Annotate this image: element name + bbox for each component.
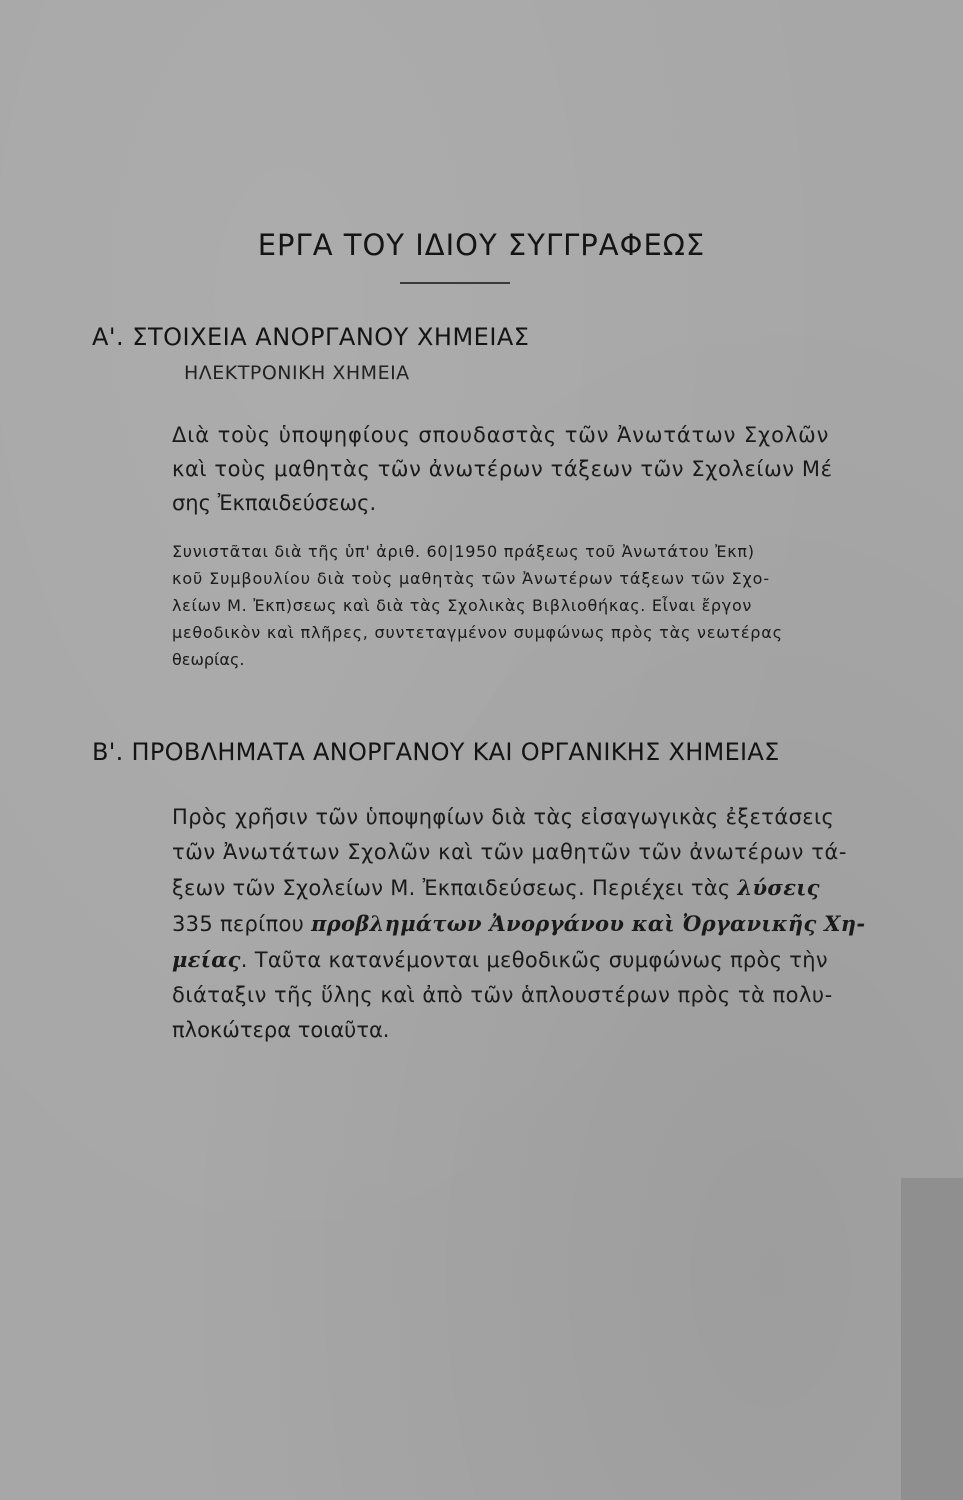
section-b-line: διάταξιν τῆς ὕλης καὶ ἀπὸ τῶν ἁπλουστέρων πρὸς τὰ πολυ-	[172, 983, 833, 1007]
section-b-line-text: ξεων τῶν Σχολείων Μ. Ἐκπαιδεύσεως. Περιέχει τὰς	[172, 876, 738, 900]
section-b-heading: Β'. ΠΡΟΒΛΗΜΑΤΑ ΑΝΟΡΓΑΝΟΥ ΚΑΙ ΟΡΓΑΝΙΚΗΣ ΧΗΜΕΙΑΣ	[92, 738, 780, 766]
title-divider	[400, 282, 510, 284]
section-b-emphasis: προβλημάτων Ἀνοργάνου καὶ Ὀργανικῆς Χη-	[311, 911, 866, 936]
section-b-line-text: 335 περίπου	[172, 912, 312, 936]
section-a-recommendation-line: μεθοδικὸν καὶ πλῆρες, συντεταγμένον συμφώνως πρὸς τὰς νεωτέρας	[172, 623, 783, 642]
section-a-recommendation-line: θεωρίας.	[172, 650, 245, 669]
section-a-description-line: Διὰ τοὺς ὑποψηφίους σπουδαστὰς τῶν Ἀνωτάτων Σχολῶν	[172, 423, 830, 447]
page-title: ΕΡΓΑ ΤΟΥ ΙΔΙΟΥ ΣΥΓΓΡΑΦΕΩΣ	[257, 228, 706, 262]
section-b-description	[172, 800, 866, 1048]
section-b-line: Πρὸς χρῆσιν τῶν ὑποψηφίων διὰ τὰς εἰσαγωγικὰς ἐξετάσεις	[172, 805, 835, 829]
section-a-recommendation	[172, 538, 840, 673]
section-a-recommendation-line: Συνιστᾶται διὰ τῆς ὑπ' ἀριθ. 60|1950 πράξεως τοῦ Ἀνωτάτου Ἐκπ)	[172, 542, 755, 561]
section-b-line-text: . Ταῦτα κατανέμονται μεθοδικῶς συμφώνως πρὸς τὴν	[240, 948, 828, 972]
section-a-recommendation-line: λείων Μ. Ἐκπ)σεως καὶ διὰ τὰς Σχολικὰς Βιβλιοθήκας. Εἶναι ἔργον	[172, 596, 753, 615]
section-b-line: τῶν Ἀνωτάτων Σχολῶν καὶ τῶν μαθητῶν τῶν ἀνωτέρων τά-	[172, 840, 848, 864]
section-a-recommendation-line: κοῦ Συμβουλίου διὰ τοὺς μαθητὰς τῶν Ἀνωτέρων τάξεων τῶν Σχο-	[172, 569, 771, 588]
section-b-line: πλοκώτερα τοιαῦτα.	[172, 1018, 390, 1042]
section-a-subheading: ΗΛΕΚΤΡΟΝΙΚΗ ΧΗΜΕΙΑ	[184, 362, 410, 384]
section-a-heading: Α'. ΣΤΟΙΧΕΙΑ ΑΝΟΡΓΑΝΟΥ ΧΗΜΕΙΑΣ	[92, 323, 530, 351]
section-b-line	[172, 906, 866, 942]
section-a-description-line: καὶ τοὺς μαθητὰς τῶν ἀνωτέρων τάξεων τῶν Σχολείων Μέ	[172, 457, 833, 481]
page-edge-shadow	[901, 1178, 963, 1500]
section-a-description	[172, 418, 842, 520]
section-b-line	[172, 942, 840, 978]
section-b-emphasis: μείας	[172, 947, 241, 972]
section-b-emphasis: λύσεις	[737, 875, 820, 900]
section-b-line	[172, 870, 840, 906]
section-a-description-line: σης Ἐκπαιδεύσεως.	[172, 491, 377, 515]
